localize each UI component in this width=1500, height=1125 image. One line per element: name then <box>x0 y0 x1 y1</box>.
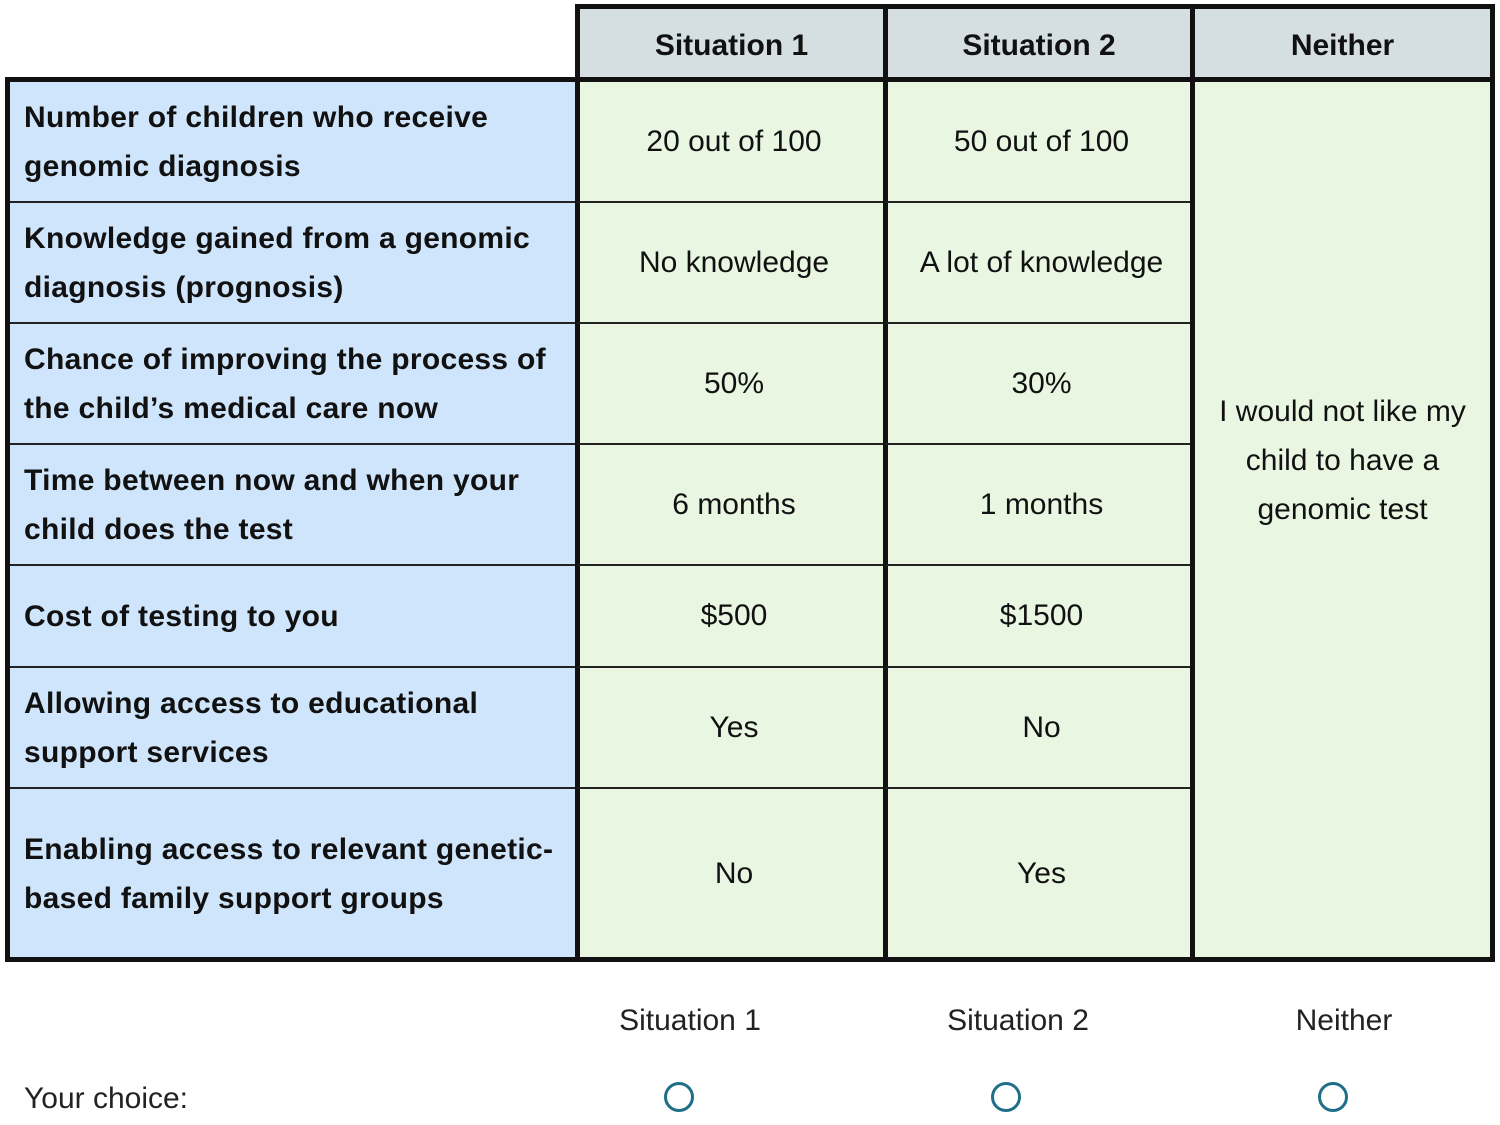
table-divider <box>5 77 1495 82</box>
situation-1-value: 6 months <box>575 445 888 566</box>
situation-1-value: 20 out of 100 <box>575 82 888 203</box>
table-divider <box>5 77 10 962</box>
situation-2-value: No <box>883 668 1195 789</box>
choice-label-situation-1: Situation 1 <box>619 1004 761 1037</box>
attribute-cell: Time between now and when your child does the test <box>5 445 580 566</box>
choice-label-situation-2: Situation 2 <box>947 1004 1089 1037</box>
situation-1-value: Yes <box>575 668 888 789</box>
situation-2-value: 1 months <box>883 445 1195 566</box>
table-divider <box>1490 4 1495 962</box>
your-choice-label: Your choice: <box>24 1082 189 1115</box>
header-situation-2: Situation 2 <box>888 4 1195 82</box>
situation-1-value: No knowledge <box>575 203 888 324</box>
attribute-cell: Allowing access to educational support services <box>5 668 580 789</box>
header-neither: Neither <box>1195 4 1495 82</box>
attribute-cell: Cost of testing to you <box>5 566 580 668</box>
situation-2-value: 30% <box>883 324 1195 445</box>
situation-1-value: No <box>575 789 888 959</box>
radio-situation-1[interactable] <box>664 1082 694 1112</box>
radio-situation-2[interactable] <box>991 1082 1021 1112</box>
situation-2-value: A lot of knowledge <box>883 203 1195 324</box>
situation-2-value: Yes <box>883 789 1195 959</box>
table-divider <box>5 957 1495 962</box>
choice-label-neither: Neither <box>1295 1004 1393 1037</box>
attribute-cell: Chance of improving the process of the child’s medical care now <box>5 324 580 445</box>
header-situation-1: Situation 1 <box>575 4 888 82</box>
radio-neither[interactable] <box>1318 1082 1348 1112</box>
attribute-cell: Enabling access to relevant genetic-based family support groups <box>5 789 580 959</box>
situation-2-value: 50 out of 100 <box>883 82 1195 203</box>
situation-2-value: $1500 <box>883 566 1195 668</box>
attribute-cell: Number of children who receive genomic diagnosis <box>5 82 580 203</box>
attribute-cell: Knowledge gained from a genomic diagnosis (prognosis) <box>5 203 580 324</box>
situation-1-value: 50% <box>575 324 888 445</box>
neither-description: I would not like my child to have a genomic test <box>1190 82 1495 959</box>
situation-1-value: $500 <box>575 566 888 668</box>
